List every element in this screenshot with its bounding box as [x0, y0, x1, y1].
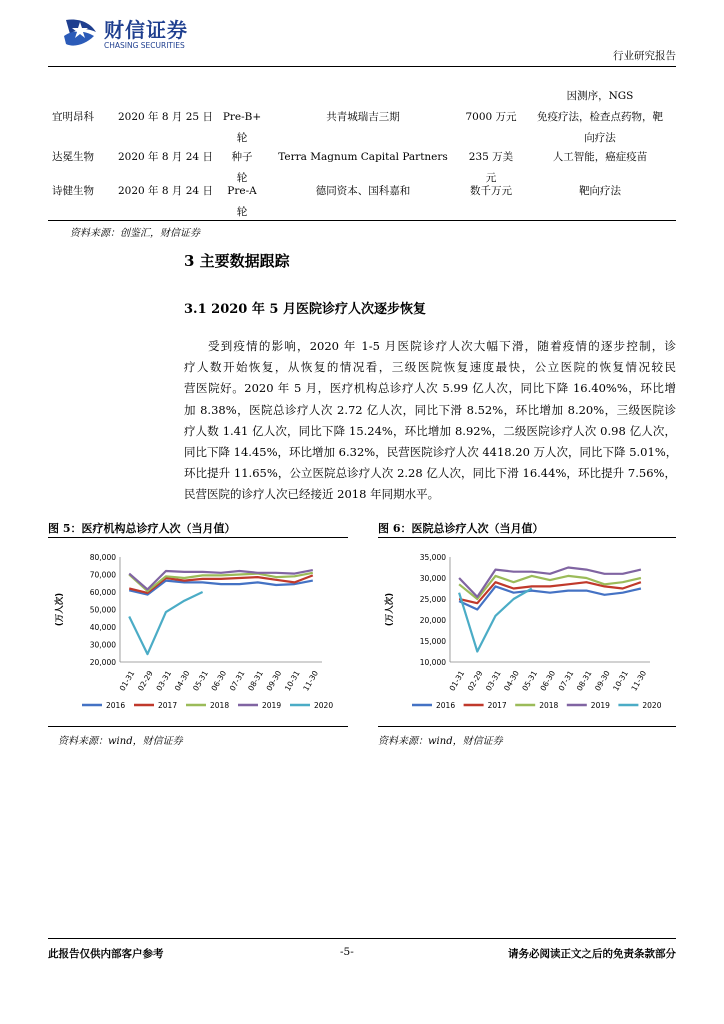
table-cell-round: Pre-A — [227, 185, 257, 197]
logo-mark-icon — [60, 14, 100, 54]
y-tick-label: 70,000 — [89, 570, 116, 580]
legend-label: 2019 — [262, 701, 282, 710]
table-cell-amount: 235 万美 — [468, 151, 514, 163]
table-bottom-rule — [48, 220, 676, 221]
x-tick-label: 07-31 — [556, 669, 576, 693]
figure-rule — [378, 537, 676, 538]
y-tick-label: 50,000 — [89, 605, 116, 615]
table-cell-field: 人工智能，癌症疫苗 — [552, 151, 648, 163]
table-cell-round: 种子 — [231, 151, 253, 163]
x-tick-label: 04-30 — [502, 669, 521, 693]
x-tick-label: 07-31 — [227, 669, 247, 693]
table-cell-field: 向疗法 — [584, 132, 616, 144]
table-cell-investors: 共青城瑞吉三期 — [326, 111, 400, 123]
table-cell-round: 轮 — [236, 132, 248, 144]
legend-label: 2016 — [436, 701, 456, 710]
x-tick-label: 04-30 — [172, 669, 192, 693]
footer-left: 此报告仅供内部客户参考 — [48, 948, 164, 960]
figure-6-title: 图 6：医院总诊疗人次（当月值） — [378, 522, 544, 535]
paragraph-line: 环比提升 11.65%，公立医院总诊疗人次 2.28 亿人次，同比下滑 16.44%，环比提升 7.56%， — [184, 466, 676, 481]
table-cell-round: 轮 — [236, 172, 248, 184]
y-tick-label: 40,000 — [89, 623, 116, 632]
x-tick-label: 08-31 — [574, 669, 594, 693]
y-axis-label: (万人次) — [55, 592, 65, 627]
x-tick-label: 06-30 — [538, 669, 558, 693]
series-line-2016 — [459, 586, 641, 609]
figure-6-chart — [378, 545, 676, 720]
y-tick-label: 10,000 — [419, 658, 446, 667]
y-tick-label: 25,000 — [419, 595, 446, 604]
y-tick-label: 15,000 — [419, 637, 446, 646]
y-tick-label: 35,000 — [419, 553, 446, 562]
x-tick-label: 09-30 — [264, 669, 284, 693]
x-tick-label: 03-31 — [483, 669, 503, 693]
figure-5-source: 资料来源：wind，财信证券 — [58, 736, 183, 747]
y-axis-label: (万人次) — [385, 592, 395, 627]
table-cell-amount: 7000 万元 — [465, 111, 517, 123]
paragraph-line: 营医院好。2020 年 5 月，医疗机构总诊疗人次 5.99 亿人次，同比下降 16.40%%，环比增 — [184, 381, 676, 396]
table-cell-round: 轮 — [236, 206, 248, 218]
page-number: -5- — [340, 946, 354, 958]
x-tick-label: 05-31 — [191, 669, 210, 693]
paragraph-line: 疗人数 1.41 亿人次，同比下降 15.24%，环比增加 8.92%，二级医院诊疗人次 0.98 亿人次， — [184, 423, 676, 438]
x-tick-label: 02-29 — [136, 669, 155, 693]
table-cell-investors: Terra Magnum Capital Partners — [278, 151, 448, 163]
figure-rule — [48, 537, 348, 538]
logo-chinese: 财信证券 — [104, 18, 188, 42]
legend-label: 2016 — [106, 701, 126, 710]
body-paragraph — [48, 336, 676, 506]
x-tick-label: 06-30 — [209, 669, 229, 693]
logo-english: CHASING SECURITIES — [104, 41, 185, 50]
y-tick-label: 30,000 — [419, 574, 446, 583]
legend-label: 2018 — [539, 701, 559, 710]
table-cell-amount: 数千万元 — [470, 185, 512, 197]
figure-6-source: 资料来源：wind，财信证券 — [378, 736, 503, 747]
company-logo — [60, 14, 200, 56]
paragraph-line: 民营医院的诊疗人次已经接近 2018 年同期水平。 — [184, 487, 440, 502]
table-cell-field: 免疫疗法，检查点药物，靶 — [537, 111, 663, 123]
x-tick-label: 10-31 — [611, 669, 630, 693]
table-cell-field: 因测序，NGS — [566, 90, 634, 102]
legend-label: 2018 — [210, 701, 230, 710]
x-tick-label: 08-31 — [246, 669, 265, 693]
legend-label: 2019 — [590, 701, 610, 710]
legend-label: 2017 — [158, 701, 178, 710]
x-tick-label: 09-30 — [593, 669, 612, 693]
x-tick-label: 02-29 — [465, 669, 485, 693]
y-tick-label: 60,000 — [89, 588, 116, 597]
figure-rule — [378, 726, 676, 727]
table-cell-amount: 元 — [485, 172, 497, 184]
table-cell-company: 达冕生物 — [52, 151, 94, 163]
paragraph-line: 疗人数开始恢复，从恢复的情况看，三级医院恢复速度最快，公立医院的恢复情况较民 — [184, 360, 676, 375]
table-cell-round: Pre-B+ — [222, 111, 262, 123]
table-cell-investors: 德同资本、国科嘉和 — [315, 185, 411, 197]
figure-5-chart — [48, 545, 348, 720]
series-line-2020 — [129, 592, 202, 654]
table-cell-date: 2020 年 8 月 24 日 — [118, 185, 213, 197]
legend-label: 2020 — [314, 701, 334, 710]
table-cell-date: 2020 年 8 月 25 日 — [118, 111, 213, 123]
header-rule — [48, 66, 676, 67]
table-cell-field: 靶向疗法 — [579, 185, 621, 197]
x-tick-label: 01-31 — [117, 669, 137, 693]
legend-label: 2017 — [487, 701, 507, 710]
legend-label: 2020 — [642, 701, 662, 710]
table-cell-company: 宜明昂科 — [52, 111, 94, 123]
paragraph-line: 同比下降 14.45%，环比增加 6.32%，民营医院诊疗人次 4418.20 万人次，同比下降 5.01%， — [184, 445, 678, 460]
x-tick-label: 03-31 — [154, 669, 174, 693]
report-type: 行业研究报告 — [613, 50, 676, 62]
x-tick-label: 11-30 — [301, 669, 320, 693]
y-tick-label: 20,000 — [419, 616, 446, 625]
table-cell-date: 2020 年 8 月 24 日 — [118, 151, 213, 163]
series-line-2020 — [459, 589, 532, 652]
paragraph-line: 加 8.38%，医院总诊疗人次 2.72 亿人次，同比下滑 8.52%，环比增加 8.20%，三级医院诊 — [184, 402, 676, 417]
figure-rule — [48, 726, 348, 727]
paragraph-line: 受到疫情的影响，2020 年 1-5 月医院诊疗人次大幅下滑，随着疫情的逐步控制，诊 — [208, 339, 676, 353]
figure-5-title: 图 5：医疗机构总诊疗人次（当月值） — [48, 522, 236, 535]
y-tick-label: 80,000 — [89, 553, 116, 562]
y-tick-label: 30,000 — [89, 640, 116, 650]
section-subtitle: 3.1 2020 年 5 月医院诊疗人次逐步恢复 — [184, 302, 426, 317]
x-tick-label: 11-30 — [629, 669, 649, 693]
x-tick-label: 01-31 — [447, 669, 467, 693]
x-tick-label: 05-31 — [520, 669, 539, 693]
table-cell-company: 诗健生物 — [52, 185, 94, 197]
footer-right: 请务必阅读正文之后的免责条款部分 — [508, 948, 676, 960]
y-tick-label: 20,000 — [89, 658, 116, 667]
table-source: 资料来源：创鉴汇，财信证券 — [70, 228, 200, 239]
section-title: 3 主要数据跟踪 — [184, 252, 290, 270]
x-tick-label: 10-31 — [282, 669, 302, 693]
footer-rule — [48, 938, 676, 939]
